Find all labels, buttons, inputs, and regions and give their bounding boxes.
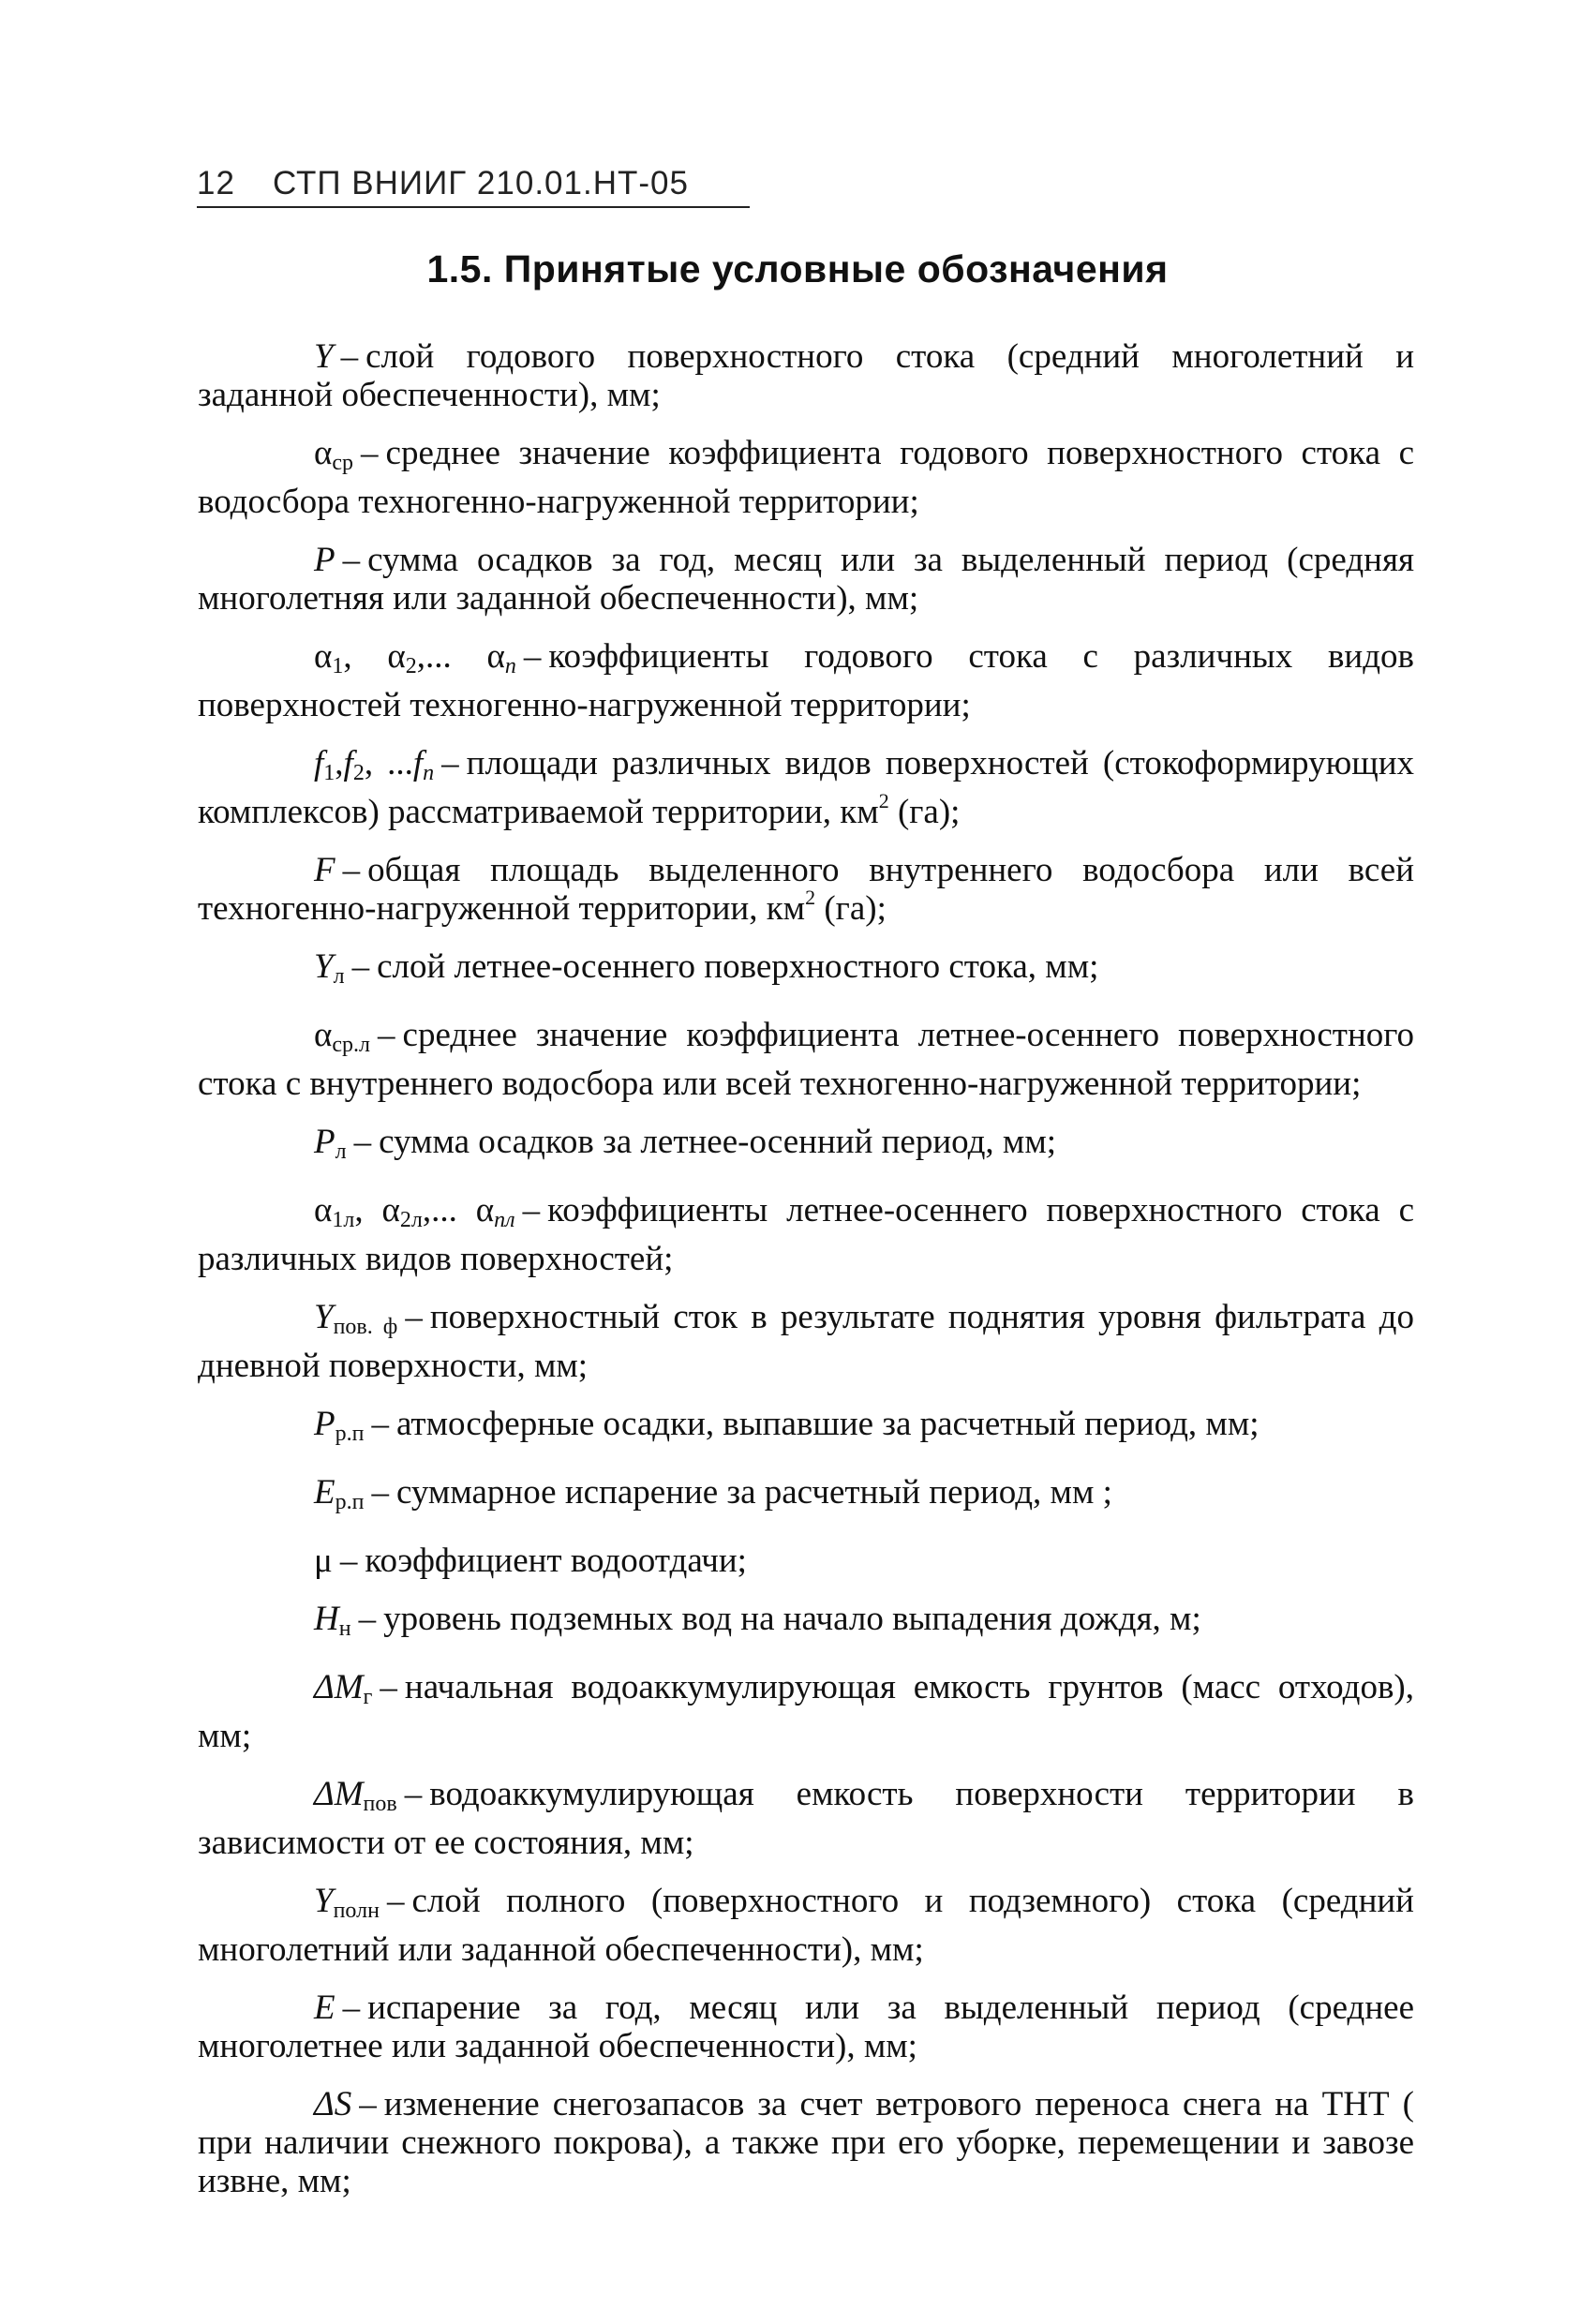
definition-item: P – сумма осадков за год, месяц или за выделенный период (средняя многолетняя или заданной обеспеченности), мм; — [198, 541, 1414, 618]
symbol: ΔM — [314, 1775, 364, 1813]
symbol: α — [314, 1016, 333, 1054]
definition-text: коэффициенты летнее-осеннего поверхностного стока с различных видов поверхностей; — [198, 1191, 1415, 1278]
symbol: α — [387, 637, 406, 676]
header-rule — [197, 206, 750, 208]
symbol: Y — [314, 1298, 334, 1336]
definition-text: сумма осадков за летнее-осенний период, мм; — [379, 1123, 1057, 1161]
definition-text: слой летнее-осеннего поверхностного стока, мм; — [377, 947, 1099, 986]
definition-item: $Y_{пов. ф}$ – поверхностный сток в результате поднятия уровня фильтрата до дневной поверхности, мм; — [198, 1298, 1414, 1385]
definition-item: μ – коэффициент водоотдачи; — [314, 1542, 747, 1580]
definition-text: атмосферные осадки, выпавшие за расчетный период, мм; — [395, 1405, 1260, 1443]
definition-text: слой годового поверхностного стока (средний многолетний и заданной обеспеченности), мм; — [198, 337, 1414, 414]
definition-item: $\alpha_{1л}$, $\alpha_{2л}$,... αnл – коэффициенты летнее-осеннего поверхностного стока с различных видов поверхностей; — [198, 1191, 1415, 1278]
definition-text: среднее значение коэффициента годового поверхностного стока с водосбора техногенно-нагруженной территории; — [198, 434, 1414, 521]
definitions-list — [198, 337, 1414, 2220]
symbol: f — [314, 744, 324, 782]
symbol: α — [314, 434, 333, 472]
definition-text: среднее значение коэффициента летнее-осеннего поверхностного стока с внутреннего водосбора или всей техногенно-нагруженной территории; — [198, 1016, 1414, 1103]
symbol: P — [314, 541, 335, 579]
definition-text: сумма осадков за год, месяц или за выделенный период (средняя многолетняя или заданной обеспеченности), мм; — [198, 541, 1414, 618]
definition-item: $P_л$ – сумма осадков за летнее-осенний период, мм; — [314, 1123, 1057, 1164]
symbol: ΔM — [314, 1668, 364, 1706]
symbol: Y — [314, 337, 334, 376]
symbol: E — [314, 1989, 335, 2027]
symbol: α — [314, 637, 333, 676]
definition-text: коэффициент водоотдачи; — [365, 1542, 747, 1580]
symbol: Y — [314, 1882, 334, 1920]
symbol: Y — [314, 947, 334, 986]
page-header — [197, 165, 689, 202]
definition-item: Y – слой годового поверхностного стока (средний многолетний и заданной обеспеченности), мм; — [198, 337, 1414, 414]
symbol: f — [412, 744, 424, 782]
definition-text: начальная водоаккумулирующая емкость грунтов (масс отходов), мм; — [198, 1668, 1414, 1755]
definition-text: водоаккумулирующая емкость поверхности территории в зависимости от ее состояния, мм; — [198, 1775, 1414, 1862]
symbol: α — [381, 1191, 400, 1229]
definition-item: $\alpha_{ср.л}$ – среднее значение коэффициента летнее-осеннего поверхностного стока с внутреннего водосбора или всей техногенно-нагруженной территории; — [198, 1016, 1414, 1103]
definition-text: слой полного (поверхностного и подземного) стока (средний многолетний или заданной обеспеченности), мм; — [198, 1882, 1414, 1969]
definition-item: F – общая площадь выделенного внутреннего водосбора или всей техногенно-нагруженной территории, $км^2$ (га); — [198, 851, 1414, 928]
definition-text: изменение снегозапасов за счет ветрового переноса снега на ТНТ ( при наличии снежного покрова), а также при его уборке, перемещении и завозе извне, мм; — [198, 2085, 1414, 2200]
page-number: 12 — [197, 165, 235, 201]
definition-item: $H_н$ – уровень подземных вод на начало выпадения дождя, м; — [314, 1600, 1201, 1641]
symbol: μ — [314, 1542, 333, 1580]
definition-item: E – испарение за год, месяц или за выделенный период (среднее многолетнее или заданной обеспеченности), мм; — [198, 1989, 1414, 2065]
document-code: СТП ВНИИГ 210.01.НТ-05 — [272, 165, 689, 201]
definition-item: $P_{р.п}$ – атмосферные осадки, выпавшие за расчетный период, мм; — [314, 1405, 1260, 1446]
symbol: P — [314, 1123, 335, 1161]
definition-item: $Y_{полн}$ – слой полного (поверхностного и подземного) стока (средний многолетний или заданной обеспеченности), мм; — [198, 1882, 1414, 1969]
definition-text: суммарное испарение за расчетный период, мм ; — [395, 1473, 1112, 1512]
symbol: H — [314, 1600, 339, 1638]
symbol: ΔS — [314, 2085, 352, 2123]
symbol-subscript: ср — [332, 451, 354, 475]
definition-item: $\alpha_{ср}$ – среднее значение коэффициента годового поверхностного стока с водосбора техногенно-нагруженной территории; — [198, 434, 1414, 521]
definition-item: $f_1,f_2$, ...fn – площади различных видов поверхностей (стокоформирующих комплексов) рассматриваемой территории, $км^2$ (га); — [198, 744, 1414, 831]
definition-item: $\alpha_1$, $\alpha_2$,... αn – коэффициенты годового стока с различных видов поверхностей техногенно-нагруженной территории; — [198, 637, 1415, 724]
definition-item: $\Delta M_г$ – начальная водоаккумулирующая емкость грунтов (масс отходов), мм; — [198, 1668, 1414, 1755]
symbol: α — [486, 637, 505, 676]
symbol: P — [314, 1405, 335, 1443]
definition-text: испарение за год, месяц или за выделенный период (среднее многолетнее или заданной обеспеченности), мм; — [198, 1989, 1414, 2065]
definition-text: общая площадь выделенного внутреннего водосбора или всей техногенно-нагруженной территории, км — [198, 851, 1414, 928]
definition-item: $E_{р.п}$ – суммарное испарение за расчетный период, мм ; — [314, 1473, 1112, 1514]
definition-item: $\Delta M_{пов}$ – водоаккумулирующая емкость поверхности территории в зависимости от ее состояния, мм; — [198, 1775, 1414, 1862]
definition-item: $Y_л$ – слой летнее-осеннего поверхностного стока, мм; — [314, 947, 1099, 989]
section-title: 1.5. Принятые условные обозначения — [426, 247, 1169, 290]
definition-text: коэффициенты годового стока с различных видов поверхностей техногенно-нагруженной территории; — [198, 637, 1415, 724]
symbol: F — [314, 851, 335, 889]
definition-text: площади различных видов поверхностей (стокоформирующих комплексов) рассматриваемой территории, км — [198, 744, 1414, 831]
definition-text: уровень подземных вод на начало выпадения дождя, м; — [383, 1600, 1201, 1638]
symbol: f — [343, 744, 353, 782]
symbol: α — [475, 1191, 495, 1229]
definition-text: поверхностный сток в результате поднятия уровня фильтрата до дневной поверхности, мм; — [198, 1298, 1414, 1385]
definition-item: ΔS – изменение снегозапасов за счет ветрового переноса снега на ТНТ ( при наличии снежного покрова), а также при его уборке, перемещении и завозе извне, мм; — [198, 2085, 1414, 2200]
symbol: α — [314, 1191, 333, 1229]
symbol: E — [314, 1473, 335, 1512]
